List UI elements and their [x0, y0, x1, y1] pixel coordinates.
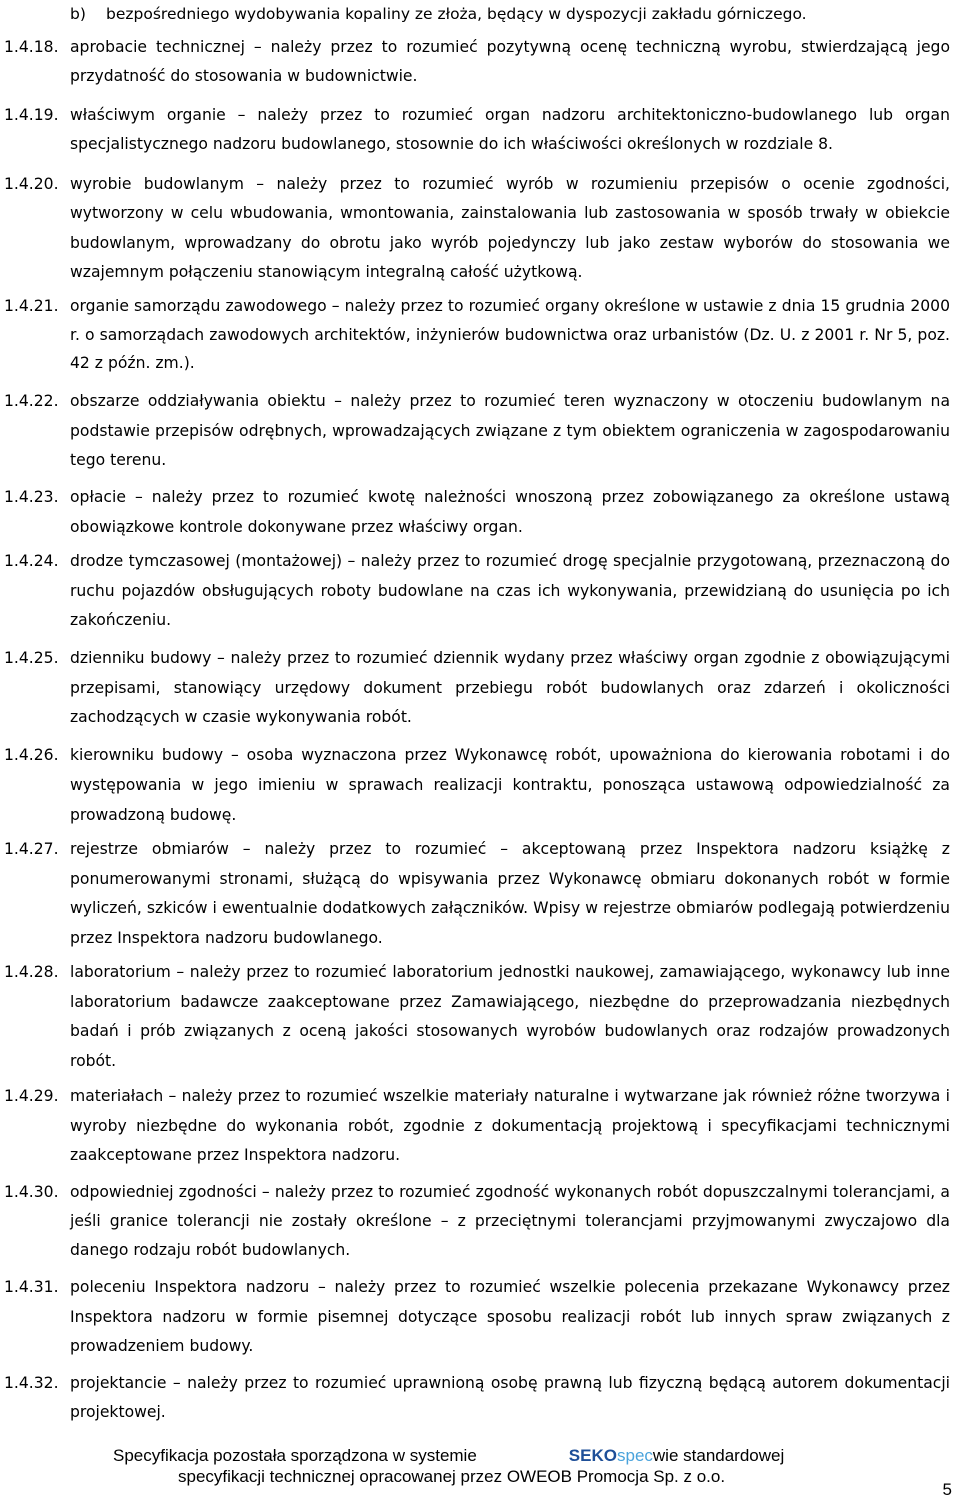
definition-number: 1.4.30. [4, 1183, 59, 1201]
definition-text: poleceniu Inspektora nadzoru – należy przez to rozumieć wszelkie polecenia przekazane Wykonawcy przez Inspektora nadzoru w formie pisemnej dotyczące sposobu realizacji robót lub innych spraw związanych z prowadzeniem budowy. [70, 1278, 950, 1355]
definition-item [0, 958, 950, 1076]
definition-number: 1.4.32. [4, 1374, 59, 1392]
definition-number: 1.4.18. [4, 38, 59, 56]
definition-text: kierowniku budowy – osoba wyznaczona przez Wykonawcę robót, upoważniona do kierowania robotami i do występowania w jego imieniu w sprawach realizacji kontraktu, ponosząca ustawową odpowiedzialność za prowadzoną budowę. [70, 746, 950, 824]
definition-text: dzienniku budowy – należy przez to rozumieć dziennik wydany przez właściwy organ zgodnie z obowiązującymi przepisami, stanowiący urzędowy dokument przebiegu robót budowlanych oraz zdarzeń i okoliczności zachodzących w czasie wykonywania robót. [70, 649, 950, 726]
definition-item [0, 482, 950, 542]
page-number: 5 [942, 1480, 952, 1499]
definition-number: 1.4.21. [4, 297, 59, 315]
definition-text: wyrobie budowlanym – należy przez to rozumieć wyrób w rozumieniu przepisów o ocenie zgodności, wytworzony w celu wbudowania, wmontowania, zainstalowania lub zastosowania w sposób trwały w obiekcie budowlanym, wprowadzany do obrotu jako wyrób pojedynczy lub jako zestaw wyborów do stosowania we wzajemnym połączeniu stanowiącym integralną całość użytkową. [70, 175, 950, 281]
definition-item [0, 740, 950, 830]
definition-text: właściwym organie – należy przez to rozumieć organ nadzoru architektoniczno-budowlanego lub organ specjalistycznego nadzoru budowlanego, stosownie do ich właściwości określonych w rozdziale 8. [70, 106, 950, 153]
footer-line-1 [113, 1445, 784, 1466]
definition-number: 1.4.19. [4, 106, 59, 124]
definition-text: opłacie – należy przez to rozumieć kwotę należności wnoszoną przez zobowiązanego za określone ustawą obowiązkowe kontrole dokonywane przez właściwy organ. [70, 488, 950, 536]
definition-text: rejestrze obmiarów – należy przez to rozumieć – akceptowaną przez Inspektora nadzoru książkę z ponumerowanymi stronami, służącą do wpisywania przez Wykonawcę obmiaru dokonanych robót w formie wyliczeń, szkiców i ewentualnie dodatkowych załączników. Wpisy w rejestrze obmiarów podlegają potwierdzeniu przez Inspektora nadzoru budowlanego. [70, 840, 950, 947]
definition-number: 1.4.24. [4, 552, 59, 570]
definition-item [0, 547, 950, 636]
definition-text: laboratorium – należy przez to rozumieć laboratorium jednostki naukowej, zamawiającego, wykonawcy lub inne laboratorium badawcze zaakceptowane przez Zamawiającego, niezbędne do przeprowadzania niezbędnych badań i prób związanych z oceną jakości stosowanych wyrobów budowlanych oraz rodzajów prowadzonych robót. [70, 963, 950, 1070]
definition-item [0, 1369, 950, 1427]
definition-number: 1.4.23. [4, 488, 59, 506]
definition-text: materiałach – należy przez to rozumieć wszelkie materiały naturalne i wytwarzane jak również różne tworzywa i wyroby niezbędne do wykonania robót, zgodnie z dokumentacją projektową i specyfikacjami technicznymi zaakceptowane przez Inspektora nadzoru. [70, 1087, 950, 1164]
list-item-letter: b) [70, 5, 86, 23]
list-item-text: bezpośredniego wydobywania kopaliny ze złoża, będący w dyspozycji zakładu górniczego. [106, 5, 807, 23]
definition-item [0, 170, 950, 287]
definition-text: aprobacie technicznej – należy przez to rozumieć pozytywną ocenę techniczną wyrobu, stwierdzającą jego przydatność do stosowania w budownictwie. [70, 38, 950, 85]
definition-text: organie samorządu zawodowego – należy przez to rozumieć organy określone w ustawie z dnia 15 grudnia 2000 r. o samorządach zawodowych architektów, inżynierów budownictwa oraz urbanistów (Dz. U. z 2001 r. Nr 5, poz. 42 z późn. zm.). [70, 297, 950, 372]
definition-number: 1.4.25. [4, 649, 59, 667]
definition-number: 1.4.31. [4, 1278, 59, 1296]
definition-item [0, 292, 950, 378]
definition-number: 1.4.28. [4, 963, 59, 981]
definition-text: projektancie – należy przez to rozumieć uprawnioną osobę prawną lub fizyczną będącą autorem dokumentacji projektowej. [70, 1374, 950, 1421]
footer-text: Specyfikacja pozostała sporządzona w systemie [113, 1446, 477, 1465]
definition-item [0, 101, 950, 159]
list-item-b [70, 4, 807, 24]
definition-item [0, 1082, 950, 1171]
definition-text: drodze tymczasowej (montażowej) – należy przez to rozumieć drogę specjalnie przygotowaną, przeznaczoną do ruchu pojazdów obsługujących roboty budowlane na czas ich wykonywania, przewidzianą do usunięcia po ich zakończeniu. [70, 552, 950, 629]
definition-item [0, 387, 950, 476]
definition-item [0, 1273, 950, 1362]
definition-item [0, 1178, 950, 1265]
definition-text: odpowiedniej zgodności – należy przez to rozumieć zgodność wykonanych robót dopuszczalnymi tolerancjami, a jeśli granice tolerancji nie zostały określone – z przeciętnymi tolerancjami przyjmowanymi zwyczajowo dla danego rodzaju robót budowlanych. [70, 1183, 950, 1259]
footer-line-2: specyfikacji technicznej opracowanej przez OWEOB Promocja Sp. z o.o. [178, 1467, 726, 1486]
brand-spec: spec [616, 1446, 653, 1465]
footer-text-suffix: wie standardowej [652, 1446, 785, 1465]
definition-number: 1.4.22. [4, 392, 59, 410]
brand-seko: SEKO [568, 1446, 617, 1465]
definition-number: 1.4.29. [4, 1087, 59, 1105]
definition-number: 1.4.27. [4, 840, 59, 858]
definition-item [0, 644, 950, 733]
definition-number: 1.4.20. [4, 175, 59, 193]
definition-text: obszarze oddziaływania obiektu – należy przez to rozumieć teren wyznaczony w otoczeniu budowlanym na podstawie przepisów odrębnych, wprowadzających związane z tym obiektem ograniczenia w zagospodarowaniu tego terenu. [70, 392, 950, 469]
definition-item [0, 835, 950, 953]
definition-item [0, 33, 950, 91]
definition-number: 1.4.26. [4, 746, 59, 764]
